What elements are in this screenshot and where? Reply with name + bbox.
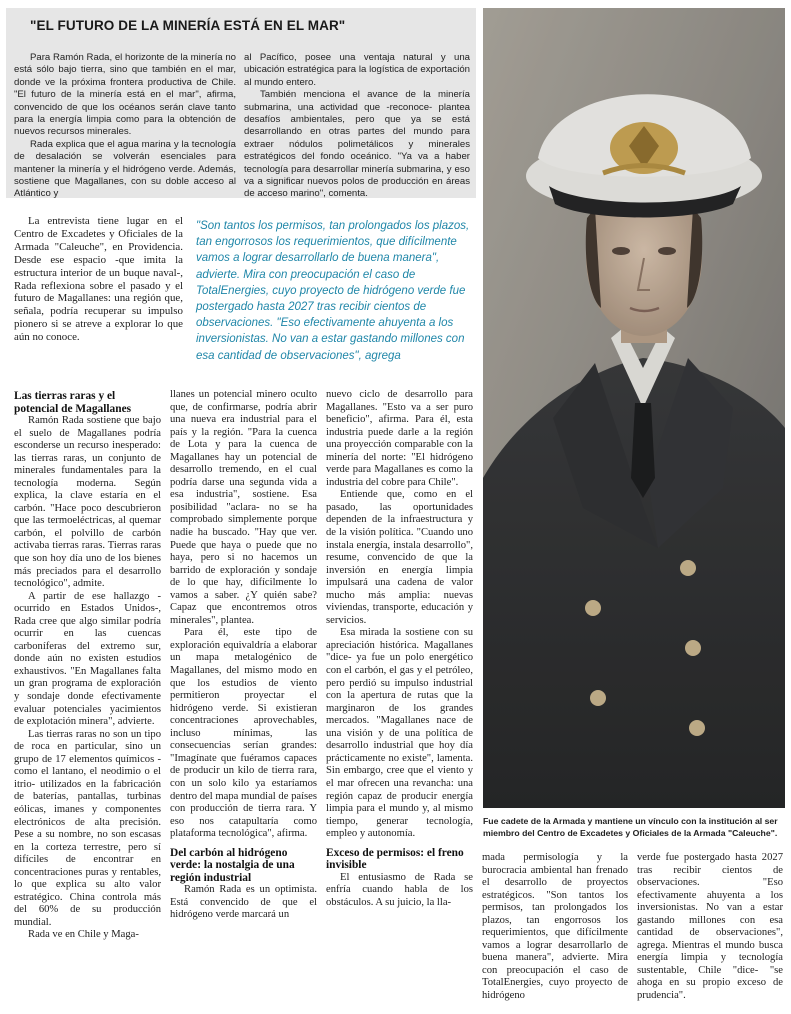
portrait-illustration: [483, 8, 785, 808]
box-column-1: [14, 52, 236, 201]
body-paragraph: Entiende que, como en el pasado, las oportunidades dependen de la infraestructura y de la visión política. "Cuando uno instala energía, instala desarrollo", resume, convencido de que la inversión en energía limpia impulsará una cadena de valor mucho más amplia: nuevas viviendas, transporte, educación y servicios.: [326, 489, 473, 626]
box-paragraph: Para Ramón Rada, el horizonte de la minería no está sólo bajo tierra, sino que también en el mar, donde ve la próxima frontera productiva de Chile. "El futuro de la minería está en el mar", afirma, convencido de que los océanos serán clave tanto para la energía limpia como para la obtención de nuevos recursos minerales.: [14, 52, 236, 138]
portrait-photo: [483, 8, 785, 808]
intro-column: [14, 215, 183, 344]
body-column-3: [326, 389, 473, 909]
body-paragraph: A partir de ese hallazgo -ocurrido en Estados Unidos-, Rada cree que algo similar podría ocurrir en las cuencas carboníferas del extremo sur, donde aún no existen estudios exhaustivos. "En Magallanes falta un gran programa de exploración y sondaje donde efectivamente evaluar potenciales yacimientos de explotación minera", advierte.: [14, 590, 161, 728]
body-column-4: [482, 852, 628, 1003]
body-paragraph: nuevo ciclo de desarrollo para Magallanes. "Esto va a ser puro beneficio", afirma. Para él, esta industria puede darle a la región una proyección comparable con la minería del norte: "El hidrógeno verde para Magallanes es como la industria del cobre para Chile".: [326, 389, 473, 488]
body-column-1: [14, 389, 161, 942]
body-paragraph: Para él, este tipo de exploración equivaldría a elaborar un mapa metalogénico de Magallanes, del mismo modo en que los estudios de viento permitieron proyectar el hidrógeno verde. Si existieran concentraciones aprovechables, incluso mínimas, las consecuencias serían grandes: "Imagínate que fuéramos capaces de producir un kilo de tierra rara, con un solo kilo ya estaríamos dentro del mapa mundial de países con producción de tierra rara. Y eso nos catapultaría como plataforma tecnológica", afirma.: [170, 627, 317, 840]
box-column-2: [244, 52, 470, 201]
body-paragraph: mada permisología y la burocracia ambiental han frenado el desarrollo de proyectos estratégicos. "Son tantos los permisos, tan prolongados los plazos, tan engorrosos los requerimientos, que difícilmente vamos a lograr desarrollarlo de buena manera", advierte. Mira con preocupación el caso de TotalEnergies, cuyo proyecto de hidrógeno: [482, 852, 628, 1002]
section-heading: Exceso de permisos: el freno invisible: [326, 846, 464, 872]
body-paragraph: Esa mirada la sostiene con su apreciación histórica. Magallanes "dice- ya fue un polo energético con el carbón, el gas y el petróleo, pero perdió su impulso industrial con la apertura de rutas que la marginaron de los grandes mercados. "Magallanes nace de una visión y de una política de desarrollo industrial que hoy día prácticamente no existe", lamenta. Sin embargo, cree que el viento y el mar ofrecen una revancha: una región capaz de producir energía limpia para el mundo y, al mismo tiempo, generar tecnología, empleo y autonomía.: [326, 627, 473, 840]
body-paragraph: El entusiasmo de Rada se enfría cuando habla de los obstáculos. A su juicio, la lla-: [326, 871, 473, 908]
section-heading: Del carbón al hidrógeno verde: la nostalgia de una región industrial: [170, 846, 295, 884]
body-column-2: [170, 389, 317, 922]
body-paragraph: llanes un potencial minero oculto que, de confirmarse, podría abrir una nueva era industrial para el país y la región. "Para la cuenca de Lota y para la cuenca de Magallanes hay un potencial de desarrollo tremendo, en el cual podría darse una segunda vida a esa industria", sostiene. Esa posibilidad "aclara- no se ha comprobado simplemente porque nadie ha buscado. "Hay que ver. Puede que haya o puede que no haya, pero si no hacemos un barrido de exploración y sondaje de lo que hay, difícilmente lo vamos a saber. ¿Y quién sabe? Capaz que encontremos otros minerales", plantea.: [170, 389, 317, 626]
photo-caption: Fue cadete de la Armada y mantiene un vínculo con la institución al ser miembro del Centro de Excadetes y Oficiales de la Armada "Caleuche".: [483, 816, 778, 839]
body-paragraph: Ramón Rada es un optimista. Está convencido de que el hidrógeno verde marcará un: [170, 884, 317, 921]
body-paragraph: Ramón Rada sostiene que bajo el suelo de Magallanes podría esconderse un recurso inesperado: las tierras raras, un conjunto de minerales fundamentales para la tecnología moderna. Según explica, la clave estaría en el carbón. "Hace poco descubrieron que las termoeléctricas, al quemar carbón, el polvillo de carbón activaba tierras raras. Tierras raras que son hoy día uno de los bienes más preciados para el desarrollo tecnológico", admite.: [14, 415, 161, 590]
box-paragraph: También menciona el avance de la minería submarina, una actividad que -reconoce- plantea desafíos ambientales, pero que ya se está desarrollando en otras partes del mundo para extraer nódulos polimetálicos y minerales estratégicos del fondo oceánico. "Ya va a haber tecnología para desarrollar minería submarina, y eso va a significar nuevos polos de producción en áreas de acceso marino", comenta.: [244, 89, 470, 200]
section-heading: Las tierras raras y el potencial de Magallanes: [14, 390, 132, 415]
body-paragraph: verde fue postergado hasta 2027 tras recibir cientos de observaciones. "Eso efectivamente ahuyenta a los inversionistas. No van a estar gastando millones con esa cantidad de observaciones", agrega. Mientras el mundo busca energía limpia y tecnología sustentable, Chile "dice- "se ahoga en su propio exceso de prudencia".: [637, 852, 783, 1002]
body-paragraph: Las tierras raras no son un tipo de roca en particular, sino un grupo de 17 elementos químicos -como el lantano, el neodimio o el itrio- utilizados en la fabricación de baterías, pantallas, turbinas eólicas, imanes y componentes electrónicos de alta precisión. Pese a su nombre, no son escasas en la corteza terrestre, pero sí difíciles de encontrar en concentraciones puras y rentables, lo que explica su alto valor estratégico. China controla más del 60% de su producción mundial.: [14, 728, 161, 928]
box-paragraph: al Pacífico, posee una ventaja natural y una ubicación estratégica para la logística de exportación al mundo entero.: [244, 52, 470, 88]
intro-paragraph: La entrevista tiene lugar en el Centro de Excadetes y Oficiales de la Armada "Caleuche", en Providencia. Desde ese espacio -que imita la estructura interior de un buque naval-, Rada reflexiona sobre el pasado y el futuro de Magallanes: una región que, señala, podría recuperar su impulso pionero si se atreve a explorar lo que aún no conoce.: [14, 215, 183, 344]
box-paragraph: Rada explica que el agua marina y la tecnología de desalación se volverán esenciales para mantener la minería y el hidrógeno verde. Además, sostiene que Magallanes, con su doble acceso al Atlántico y: [14, 138, 236, 200]
body-column-5: [637, 852, 783, 1003]
pull-quote: "Son tantos los permisos, tan prolongados los plazos, tan engorrosos los requerimientos, que difícilmente vamos a lograr desarrollarlo de buena manera", advierte. Mira con preocupación el caso de TotalEnergies, cuyo proyecto de hidrógeno verde fue postergado hasta 2027 tras recibir cientos de observaciones. "Eso efectivamente ahuyenta a los inversionistas. No van a estar gastando millones con esa cantidad de observaciones", agrega: [196, 220, 470, 362]
body-paragraph: Rada ve en Chile y Maga-: [28, 929, 139, 941]
box-title: "EL FUTURO DE LA MINERÍA ESTÁ EN EL MAR": [30, 18, 346, 33]
